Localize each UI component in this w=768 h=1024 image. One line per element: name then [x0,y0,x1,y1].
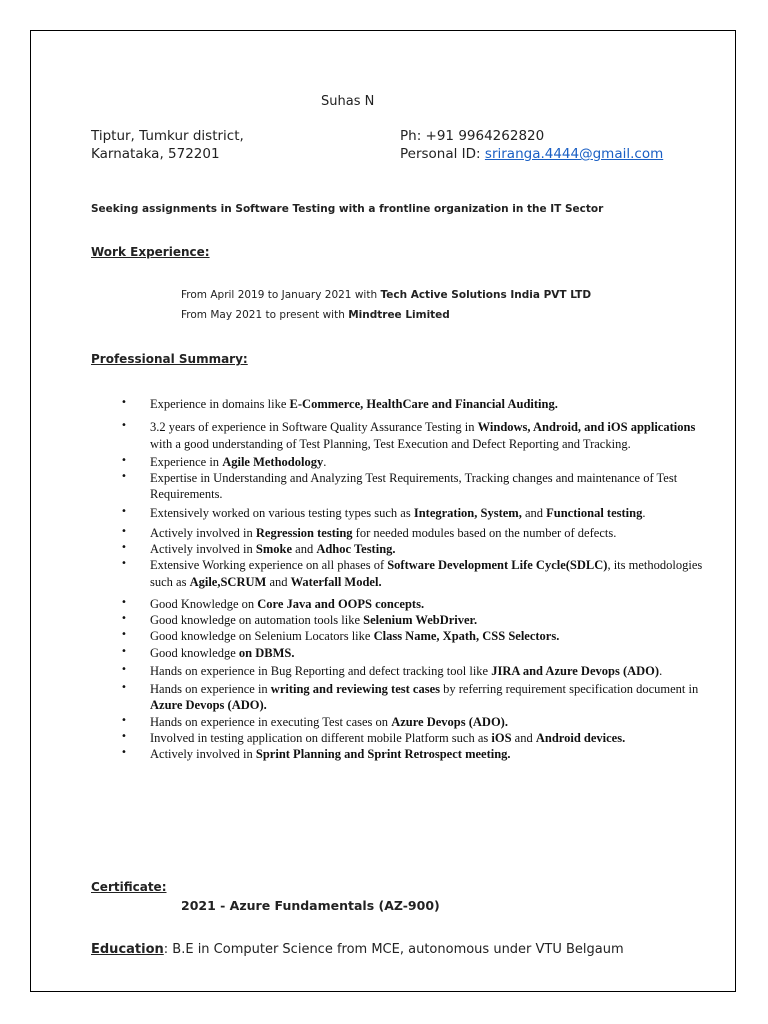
summary-item [121,419,711,452]
phone-number: Ph: +91 9964262820 [400,128,545,144]
summary-highlight: Regression testing [255,525,353,540]
bullet-icon: • [121,505,127,517]
bullet-icon: • [121,542,127,553]
summary-text: Actively involved in [150,542,256,556]
education-label: Education [91,942,164,957]
summary-text: and [292,542,317,556]
bullet-icon: • [121,454,127,466]
summary-text: Extensively worked on various testing types such as [150,505,414,520]
bullet-icon: • [121,714,127,726]
bullet-icon: • [121,747,127,758]
summary-item [121,663,711,679]
job-company: Tech Active Solutions India PVT LTD [380,289,592,301]
bullet-icon: • [121,471,127,482]
bullet-icon: • [121,397,127,408]
summary-text: , its methodologies such as [150,558,703,589]
summary-text: by referring requirement specification document in [440,682,699,696]
summary-text: . [642,505,646,520]
summary-highlight: Selenium WebDriver. [363,613,478,627]
job-entry [181,289,591,301]
address-line-2: Karnataka, 572201 [91,146,220,162]
address-line-1: Tiptur, Tumkur district, [91,128,244,144]
summary-text: Involved in testing application on different mobile Platform such as [150,730,492,745]
summary-text: Good knowledge on automation tools like [150,613,364,627]
summary-highlight: Core Java and OOPS concepts. [257,596,425,611]
summary-text: Actively involved in [150,525,256,540]
summary-text: Good Knowledge on [150,596,258,611]
certificate-item: 2021 - Azure Fundamentals (AZ-900) [181,898,440,913]
summary-highlight: Adhoc Testing. [316,542,396,556]
summary-item [121,541,711,557]
summary-highlight: Class Name, Xpath, CSS Selectors. [373,629,560,644]
career-objective: Seeking assignments in Software Testing with a frontline organization in the IT Sector [91,203,604,215]
summary-highlight: Functional testing [546,505,643,520]
summary-text: Good knowledge [150,645,239,660]
work-experience-heading: Work Experience: [91,245,210,259]
job-period: From May 2021 to present with [181,309,349,321]
job-period: From April 2019 to January 2021 with [181,289,381,301]
summary-text: Extensive Working experience on all phases of [150,558,388,573]
summary-text: 3.2 years of experience in Software Quality Assurance Testing in [150,420,478,435]
summary-item [121,470,711,503]
summary-text: Hands on experience in Bug Reporting and defect tracking tool like [150,663,492,678]
resume-page [30,30,736,992]
summary-text: Expertise in Understanding and Analyzing Test Requirements, Tracking changes and maintenance of Test Requirements. [150,471,678,502]
summary-text: Hands on experience in executing Test cases on [150,714,392,729]
summary-highlight: JIRA and Azure Devops (ADO) [491,663,660,678]
summary-highlight: Integration, System, [413,505,522,520]
professional-summary-heading: Professional Summary: [91,352,248,366]
summary-item [121,730,711,746]
job-entry [181,309,450,321]
personal-id [400,146,663,162]
summary-item [121,628,711,644]
candidate-name: Suhas N [321,94,375,109]
email-label: Personal ID: [400,146,485,162]
summary-text: Good knowledge on Selenium Locators like [150,629,374,644]
summary-text: and [521,505,547,520]
summary-item [121,557,711,590]
summary-highlight: writing and reviewing test cases [270,682,440,696]
bullet-icon: • [121,663,127,675]
summary-item [121,454,711,470]
education-text: : B.E in Computer Science from MCE, autonomous under VTU Belgaum [163,942,624,957]
job-company: Mindtree Limited [348,309,450,321]
bullet-icon: • [121,682,127,693]
summary-item [121,525,711,541]
summary-highlight: iOS [491,730,512,745]
summary-text: with a good understanding of Test Planning, Test Execution and Defect Reporting and Tracking. [150,436,631,451]
summary-text: and [511,730,536,745]
education-line [91,942,624,957]
summary-text: for needed modules based on the number of defects. [352,525,617,540]
summary-list [121,396,711,762]
summary-highlight: Sprint Planning and Sprint Retrospect meeting. [255,747,511,761]
summary-highlight: Smoke [255,542,293,556]
summary-highlight: Agile Methodology [222,454,324,469]
summary-item [121,596,711,612]
bullet-icon: • [121,596,127,608]
certificate-heading: Certificate: [91,880,167,894]
summary-highlight: Azure Devops (ADO). [150,698,267,713]
summary-highlight: Android devices. [535,730,626,745]
summary-text: . [659,663,663,678]
summary-text: . [323,454,327,469]
summary-highlight: Azure Devops (ADO). [391,714,508,729]
summary-text: Experience in [150,454,223,469]
summary-item [121,396,711,412]
summary-item [121,746,711,762]
bullet-icon: • [121,420,127,432]
email-link[interactable]: sriranga.4444@gmail.com [484,146,664,162]
summary-item [121,714,711,730]
bullet-icon: • [121,645,127,657]
summary-highlight: Software Development Life Cycle(SDLC) [387,558,608,573]
summary-item [121,645,711,661]
summary-text: and [266,574,291,589]
summary-highlight: on DBMS. [238,645,295,660]
bullet-icon: • [121,525,127,537]
summary-highlight: Windows, Android, and iOS applications [477,420,696,435]
summary-highlight: Waterfall Model. [290,574,382,589]
bullet-icon: • [121,730,127,742]
summary-item [121,612,711,628]
summary-highlight: E-Commerce, HealthCare and Financial Auditing. [289,397,558,411]
summary-text: Experience in domains like [150,397,290,411]
summary-text: Hands on experience in [150,682,271,696]
bullet-icon: • [121,629,127,641]
summary-item [121,505,711,521]
summary-item [121,681,711,714]
summary-highlight: Agile,SCRUM [189,574,267,589]
summary-text: Actively involved in [150,747,256,761]
bullet-icon: • [121,613,127,624]
bullet-icon: • [121,558,127,570]
